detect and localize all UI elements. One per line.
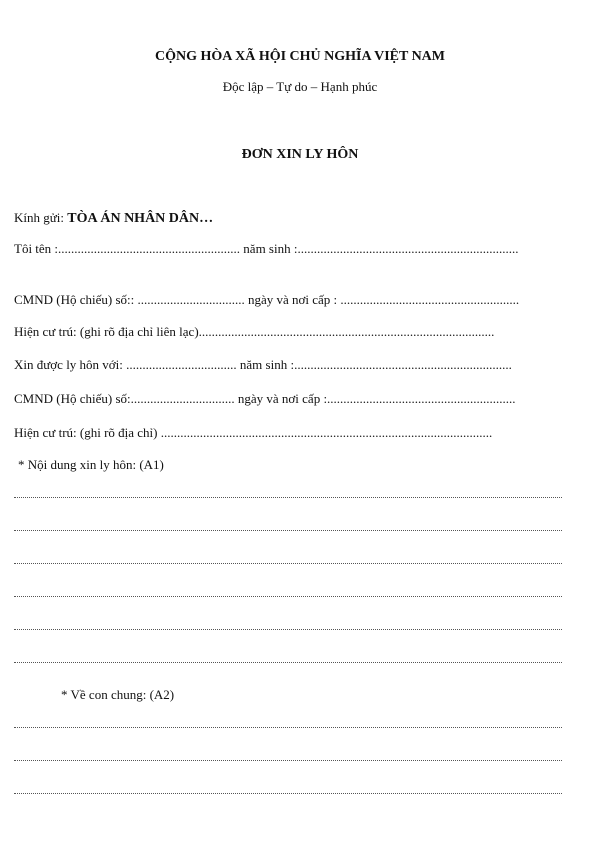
- motto: Độc lập – Tự do – Hạnh phúc: [222, 79, 378, 94]
- content-line: [14, 662, 562, 663]
- content-line: [14, 497, 562, 498]
- field-name: Tôi tên :........................................................ năm sinh :....................................................................: [14, 241, 519, 256]
- addressee-value: TÒA ÁN NHÂN DÂN…: [67, 211, 214, 226]
- children-line: [14, 760, 562, 761]
- content-line: [14, 629, 562, 630]
- field-id-1: CMND (Hộ chiếu) số:: ................................. ngày và nơi cấp : .......................................................: [14, 292, 520, 307]
- field-id-2: CMND (Hộ chiếu) số:................................ ngày và nơi cấp :..........................................................: [14, 391, 516, 406]
- addressee-line: [14, 210, 213, 227]
- field-residence-1: Hiện cư trú: (ghi rõ địa chỉ liên lạc)...........................................................................................: [14, 324, 495, 339]
- field-residence-2: Hiện cư trú: (ghi rõ địa chỉ) ......................................................................................................: [14, 425, 493, 440]
- nation-header: CỘNG HÒA XÃ HỘI CHỦ NGHĨA VIỆT NAM: [154, 49, 445, 64]
- content-line: [14, 530, 562, 531]
- content-line: [14, 563, 562, 564]
- content-heading: * Nội dung xin ly hôn: (A1): [18, 457, 164, 472]
- children-line: [14, 793, 562, 794]
- document-title: ĐƠN XIN LY HÔN: [241, 147, 359, 162]
- children-heading: * Về con chung: (A2): [61, 687, 175, 702]
- addressee-label: Kính gửi:: [14, 210, 65, 225]
- field-spouse: Xin được ly hôn với: .................................. năm sinh :...................................................................: [14, 357, 512, 372]
- children-line: [14, 727, 562, 728]
- content-line: [14, 596, 562, 597]
